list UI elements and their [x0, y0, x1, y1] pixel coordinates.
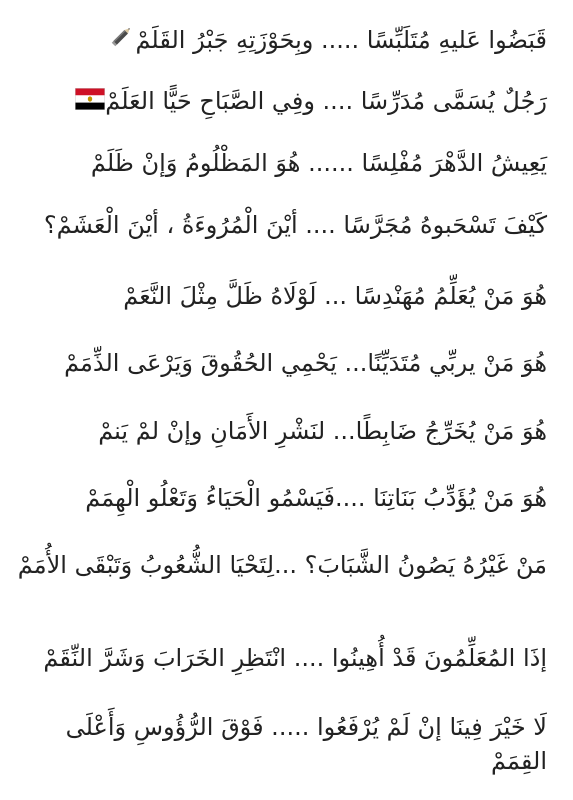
verse-6 — [16, 345, 547, 381]
pencil-icon — [109, 23, 135, 59]
verse-7-text: هُوَ مَنْ يُخَرِّجُ ضَابِطًا... لنَشْرِ الأَمَانِ وإنْ لمْ يَنمْ — [98, 417, 547, 445]
verse-4-text: كَيْفَ تَسْحَبوهُ مُجَرَّسًا .... أيْنَ الْمُرُوءَةُ ، أيْنَ الْعَشَمْ؟ — [43, 211, 547, 239]
verse-1 — [16, 22, 547, 59]
verse-8-text: هُوَ مَنْ يُؤَدِّبُ بَنَاتِنَا ....فَيَسْمُو الْحَيَاءُ وَتَعْلُو الْهِمَمْ — [85, 484, 547, 512]
verse-3 — [16, 145, 547, 181]
verse-8 — [16, 480, 547, 516]
verse-6-text: هُوَ مَنْ يربِّي مُتَدَيِّنًا... يَحْمِي الحُقُوقَ وَيَرْعَى الذِّمَمْ — [64, 349, 547, 377]
verse-5-text: هُوَ مَنْ يُعَلِّمُ مُهَنْدِسًا ... لَوْلَاهُ ظَلَّ مِثْلَ النَّعَمْ — [123, 282, 547, 310]
verse-11 — [16, 710, 547, 778]
egypt-flag-icon — [67, 84, 105, 120]
verse-9 — [16, 548, 547, 582]
verse-7 — [16, 413, 547, 449]
verse-1-text: قَبَضُوا عَليهِ مُتَلَبِّسًا ..... وبِحَوْزَتِهِ جَبْرُ القَلَمْ — [135, 26, 547, 54]
verse-11-text: لَا خَيْرَ فِينَا إنْ لَمْ يُرْفَعُوا ..... فَوْقَ الرُّؤُوسِ وَأَعْلَى القِمَمْ — [65, 713, 547, 775]
verse-10-text: إذَا المُعَلِّمُونَ قَدْ أُهِينُوا .... انْتَظِرِ الخَرَابَ وَشَرَّ النِّقَمْ — [43, 644, 547, 672]
verse-5 — [16, 278, 547, 314]
verse-2 — [16, 83, 547, 120]
verse-10 — [16, 640, 547, 676]
verse-9-text: مَنْ غَيْرُهُ يَصُونُ الشَّبَابَ؟ ...لِتَحْيَا الشُّعُوبُ وَتَبْقَى الأُمَمْ — [17, 551, 547, 579]
verse-4 — [16, 207, 547, 243]
verse-2-text: رَجُلٌ يُسَمَّى مُدَرِّسًا .... وفِي الصَّبَاحِ حَيًّا العَلَمْ — [105, 87, 547, 115]
verse-3-text: يَعِيشُ الدَّهْرَ مُفْلِسًا ...... هُوَ المَظْلُومُ وَإنْ ظَلَمْ — [90, 149, 547, 177]
